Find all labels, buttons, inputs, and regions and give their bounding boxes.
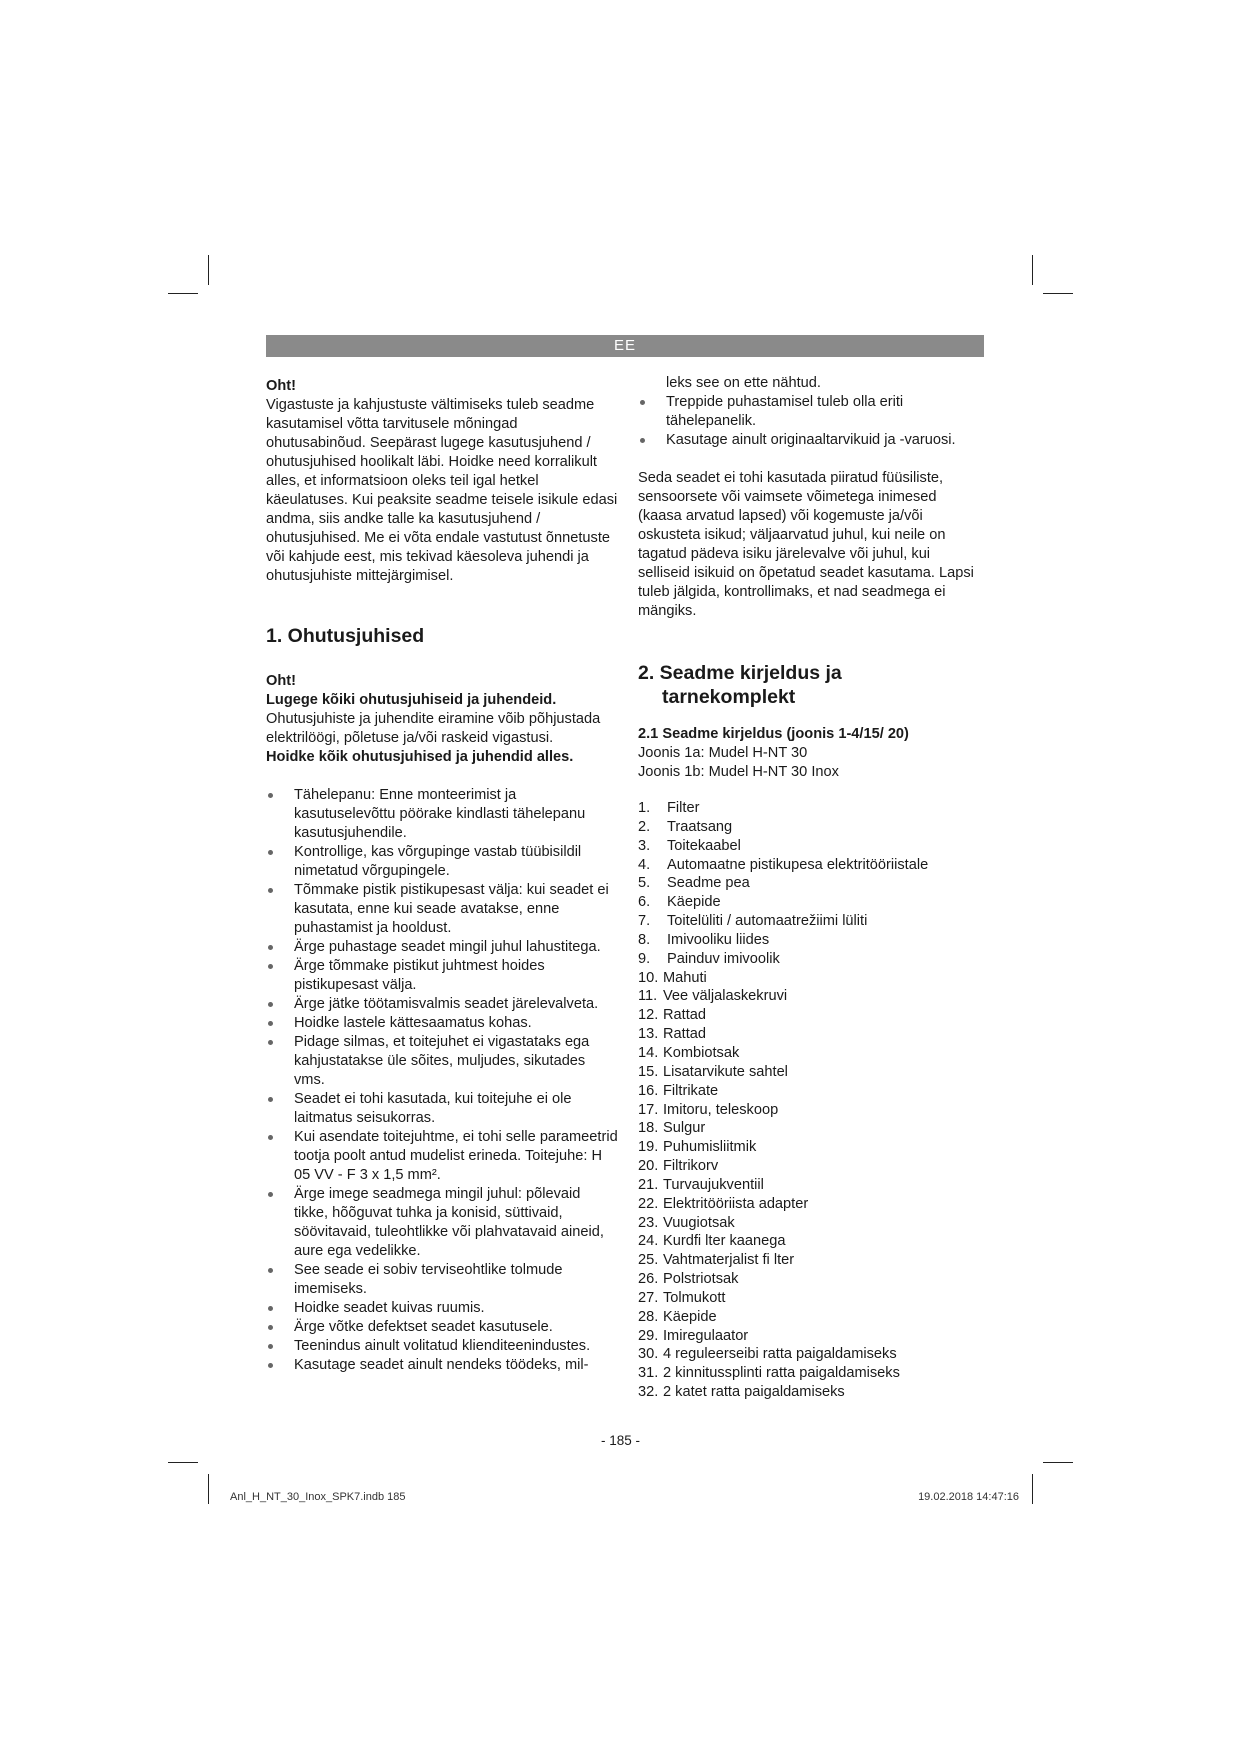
list-item: Pidage silmas, et toitejuhet ei vigastataks ega kahjustatakse üle sõites, muljudes, sikutades vms. — [266, 1033, 618, 1090]
part-list-item — [638, 1195, 983, 1214]
part-label: Vee väljalaskekruvi — [663, 988, 788, 1005]
bullet-continuation: leks see on ette nähtud. — [666, 375, 821, 391]
part-label: Automaatne pistikupesa elektritööriistale — [667, 856, 929, 873]
list-item: Tõmmake pistik pistikupesast välja: kui seadet ei kasutata, enne kui seade avatakse, enne puhastamist ja hooldust. — [266, 881, 618, 938]
part-number: 8. — [638, 931, 651, 948]
part-label: Käepide — [663, 1308, 717, 1325]
list-item: Ärge jätke töötamisvalmis seadet järelevalveta. — [266, 995, 618, 1014]
part-label: 2 katet ratta paigaldamiseks — [663, 1384, 845, 1401]
list-item: Ärge imege seadmega mingil juhul: põlevaid tikke, hõõguvat tuhka ja konisid, süttivaid, söövitavaid, tuleohtlikke või plahvatavaid aineid, aure ega vedelikke. — [266, 1185, 618, 1261]
section-1-heading: 1. Ohutusjuhised — [266, 625, 425, 647]
parts-list — [638, 799, 983, 1402]
part-label: Imivooliku liides — [667, 931, 770, 948]
warning-title: Oht! — [266, 378, 296, 394]
warning2-bold: Lugege kõiki ohutusjuhiseid ja juhendeid. — [266, 692, 557, 708]
list-item: See seade ei sobiv terviseohtlike tolmude imemiseks. — [266, 1261, 618, 1299]
part-label: Polstriotsak — [663, 1271, 739, 1288]
subsection-2-1-heading: 2.1 Seadme kirjeldus (joonis 1-4/15/ 20) — [638, 726, 909, 742]
part-list-item — [638, 874, 983, 893]
crop-mark — [168, 293, 198, 294]
part-number: 19. — [638, 1139, 659, 1156]
part-number: 1. — [638, 800, 651, 816]
part-label: Lisatarvikute sahtel — [663, 1063, 788, 1080]
part-list-item — [638, 837, 983, 856]
list-item: Ärge võtke defektset seadet kasutusele. — [266, 1318, 618, 1337]
part-number: 21. — [638, 1176, 659, 1193]
part-list-item — [638, 856, 983, 875]
part-number: 24. — [638, 1233, 659, 1250]
part-label: Filter — [667, 800, 700, 816]
part-list-item — [638, 1044, 983, 1063]
list-item: Kasutage ainult originaaltarvikuid ja -varuosi. — [638, 431, 983, 450]
part-list-item — [638, 1101, 983, 1120]
part-number: 30. — [638, 1346, 659, 1363]
page-number: - 185 - — [600, 1433, 641, 1448]
part-label: Käepide — [667, 894, 721, 911]
part-list-item — [638, 893, 983, 912]
part-number: 12. — [638, 1007, 659, 1024]
crop-mark — [208, 255, 209, 285]
part-list-item — [638, 1157, 983, 1176]
part-number: 27. — [638, 1289, 659, 1306]
crop-mark — [1032, 255, 1033, 285]
crop-mark — [1043, 1462, 1073, 1463]
part-label: 4 reguleerseibi ratta paigaldamiseks — [663, 1346, 897, 1363]
part-number: 17. — [638, 1101, 659, 1118]
section-2-heading-line1: 2. Seadme kirjeldus ja — [638, 662, 842, 684]
part-list-item — [638, 1383, 983, 1402]
part-label: Rattad — [663, 1007, 706, 1024]
part-number: 7. — [638, 913, 651, 930]
part-list-item — [638, 1082, 983, 1101]
list-item: Kontrollige, kas võrgupinge vastab tüübisildil nimetatud võrgupingele. — [266, 843, 618, 881]
part-label: Puhumisliitmik — [663, 1139, 757, 1156]
usage-restriction-paragraph: Seda seadet ei tohi kasutada piiratud füüsiliste, sensoorsete või vaimsete võimetega inimesed (kaasa arvatud lapsed) või kogemuste ja/või oskusteta isikud; väljaarvatud juhul, kui neile on tagatud pädeva isiku järelevalve või juhul, kui selliseid isikuid on õpetatud seadet kasutama. Lapsi tuleb jälgida, kontrollimaks, et nad seadmega ei mängiks. — [638, 470, 974, 619]
part-label: Kurdfi lter kaanega — [663, 1233, 786, 1250]
list-item: Kui asendate toitejuhtme, ei tohi selle parameetrid tootja poolt antud mudelist erineda. Toitejuhe: H 05 VV - F 3 x 1,5 mm². — [266, 1128, 618, 1185]
section-2-heading-line2: tarnekomplekt — [662, 686, 796, 708]
part-number: 22. — [638, 1195, 659, 1212]
part-list-item — [638, 1138, 983, 1157]
part-list-item — [638, 1063, 983, 1082]
part-number: 29. — [638, 1327, 659, 1344]
part-list-item — [638, 969, 983, 988]
part-label: Elektritööriista adapter — [663, 1195, 809, 1212]
part-list-item — [638, 950, 983, 969]
part-number: 15. — [638, 1063, 659, 1080]
figure-1b-caption: Joonis 1b: Mudel H-NT 30 Inox — [638, 764, 839, 780]
warning2-title: Oht! — [266, 673, 296, 689]
part-number: 31. — [638, 1365, 659, 1382]
part-number: 23. — [638, 1214, 659, 1231]
part-list-item — [638, 799, 983, 818]
footer-timestamp: 19.02.2018 14:47:16 — [918, 1491, 1019, 1503]
list-item: Tähelepanu: Enne monteerimist ja kasutuselevõttu pöörake kindlasti tähelepanu kasutusjuhendile. — [266, 786, 618, 843]
part-list-item — [638, 931, 983, 950]
crop-mark — [208, 1474, 209, 1504]
language-header-bar: EE — [266, 335, 984, 357]
part-label: Turvaujukventiil — [663, 1176, 764, 1193]
part-number: 28. — [638, 1308, 659, 1325]
part-list-item — [638, 1308, 983, 1327]
part-label: Kombiotsak — [663, 1044, 740, 1061]
part-list-item — [638, 1345, 983, 1364]
crop-mark — [168, 1462, 198, 1463]
part-number: 18. — [638, 1120, 659, 1137]
part-label: Toitelüliti / automaatrežiimi lüliti — [667, 913, 868, 930]
part-number: 4. — [638, 856, 651, 873]
part-label: Sulgur — [663, 1120, 706, 1137]
list-item: Treppide puhastamisel tuleb olla eriti tähelepanelik. — [638, 393, 983, 431]
warning2-bold2: Hoidke kõik ohutusjuhised ja juhendid alles. — [266, 749, 574, 765]
part-list-item — [638, 1006, 983, 1025]
part-label: Tolmukott — [663, 1289, 726, 1306]
part-list-item — [638, 1364, 983, 1383]
left-column — [266, 377, 618, 1375]
part-number: 16. — [638, 1082, 659, 1099]
part-number: 9. — [638, 950, 651, 967]
part-list-item — [638, 1270, 983, 1289]
part-number: 13. — [638, 1026, 659, 1043]
list-item: Ärge puhastage seadet mingil juhul lahustitega. — [266, 938, 618, 957]
right-column — [638, 374, 983, 1402]
part-list-item — [638, 1289, 983, 1308]
crop-mark — [1032, 1474, 1033, 1504]
part-label: Imitoru, teleskoop — [663, 1101, 779, 1118]
part-list-item — [638, 1119, 983, 1138]
list-item: Hoidke seadet kuivas ruumis. — [266, 1299, 618, 1318]
part-list-item — [638, 1214, 983, 1233]
section-2-heading — [638, 661, 983, 709]
part-label: 2 kinnitussplinti ratta paigaldamiseks — [663, 1365, 900, 1382]
part-number: 6. — [638, 894, 651, 911]
safety-bullet-list-continued — [638, 393, 983, 450]
list-item: Hoidke lastele kättesaamatus kohas. — [266, 1014, 618, 1033]
part-list-item — [638, 818, 983, 837]
part-list-item — [638, 1232, 983, 1251]
warning-text: Vigastuste ja kahjustuste vältimiseks tuleb seadme kasutamisel võtta tarvitusele mõningad ohutusabinõud. Seepärast lugege kasutusjuhend / ohutusjuhised hoolikalt läbi. Hoidke need korralikult alles, et informatsioon oleks teil igal hetkel käeulatuses. Kui peaksite seadme teisele isikule edasi andma, siis andke talle ka kasutusjuhend / ohutusjuhised. Me ei võta endale vastutust õnnetuste või kahjude eest, mis tekivad käesoleva juhendi ja ohutusjuhiste mittejärgimisel. — [266, 397, 618, 584]
part-number: 2. — [638, 818, 651, 835]
part-list-item — [638, 1251, 983, 1270]
list-item: Seadet ei tohi kasutada, kui toitejuhe ei ole laitmatus seisukorras. — [266, 1090, 618, 1128]
figure-1a-caption: Joonis 1a: Mudel H-NT 30 — [638, 745, 808, 761]
part-label: Toitekaabel — [667, 837, 741, 854]
footer-file-name: Anl_H_NT_30_Inox_SPK7.indb 185 — [230, 1491, 406, 1503]
safety-bullet-list — [266, 786, 618, 1375]
part-number: 3. — [638, 837, 651, 854]
part-label: Painduv imivoolik — [667, 950, 780, 967]
part-label: Imiregulaator — [663, 1327, 749, 1344]
part-label: Vuugiotsak — [663, 1214, 735, 1231]
part-number: 32. — [638, 1384, 659, 1401]
list-item: Teenindus ainult volitatud klienditeenindustes. — [266, 1337, 618, 1356]
part-label: Rattad — [663, 1026, 706, 1043]
part-label: Filtrikate — [663, 1082, 719, 1099]
part-list-item — [638, 1025, 983, 1044]
part-number: 25. — [638, 1252, 659, 1269]
list-item: Ärge tõmmake pistikut juhtmest hoides pistikupesast välja. — [266, 957, 618, 995]
part-number: 14. — [638, 1044, 659, 1061]
part-list-item — [638, 1176, 983, 1195]
part-label: Traatsang — [667, 818, 733, 835]
warning2-text: Ohutusjuhiste ja juhendite eiramine võib põhjustada elektrilöögi, põletuse ja/või raskeid vigastusi. — [266, 711, 601, 746]
crop-mark — [1043, 293, 1073, 294]
part-label: Mahuti — [663, 969, 707, 986]
part-label: Filtrikorv — [663, 1158, 719, 1175]
part-number: 5. — [638, 875, 651, 892]
part-number: 20. — [638, 1158, 659, 1175]
part-number: 11. — [638, 988, 658, 1005]
part-list-item — [638, 1327, 983, 1346]
part-label: Vahtmaterjalist fi lter — [663, 1252, 795, 1269]
list-item: Kasutage seadet ainult nendeks töödeks, mil- — [266, 1356, 618, 1375]
part-number: 26. — [638, 1271, 659, 1288]
part-label: Seadme pea — [667, 875, 750, 892]
part-list-item — [638, 987, 983, 1006]
part-list-item — [638, 912, 983, 931]
part-number: 10. — [638, 969, 659, 986]
